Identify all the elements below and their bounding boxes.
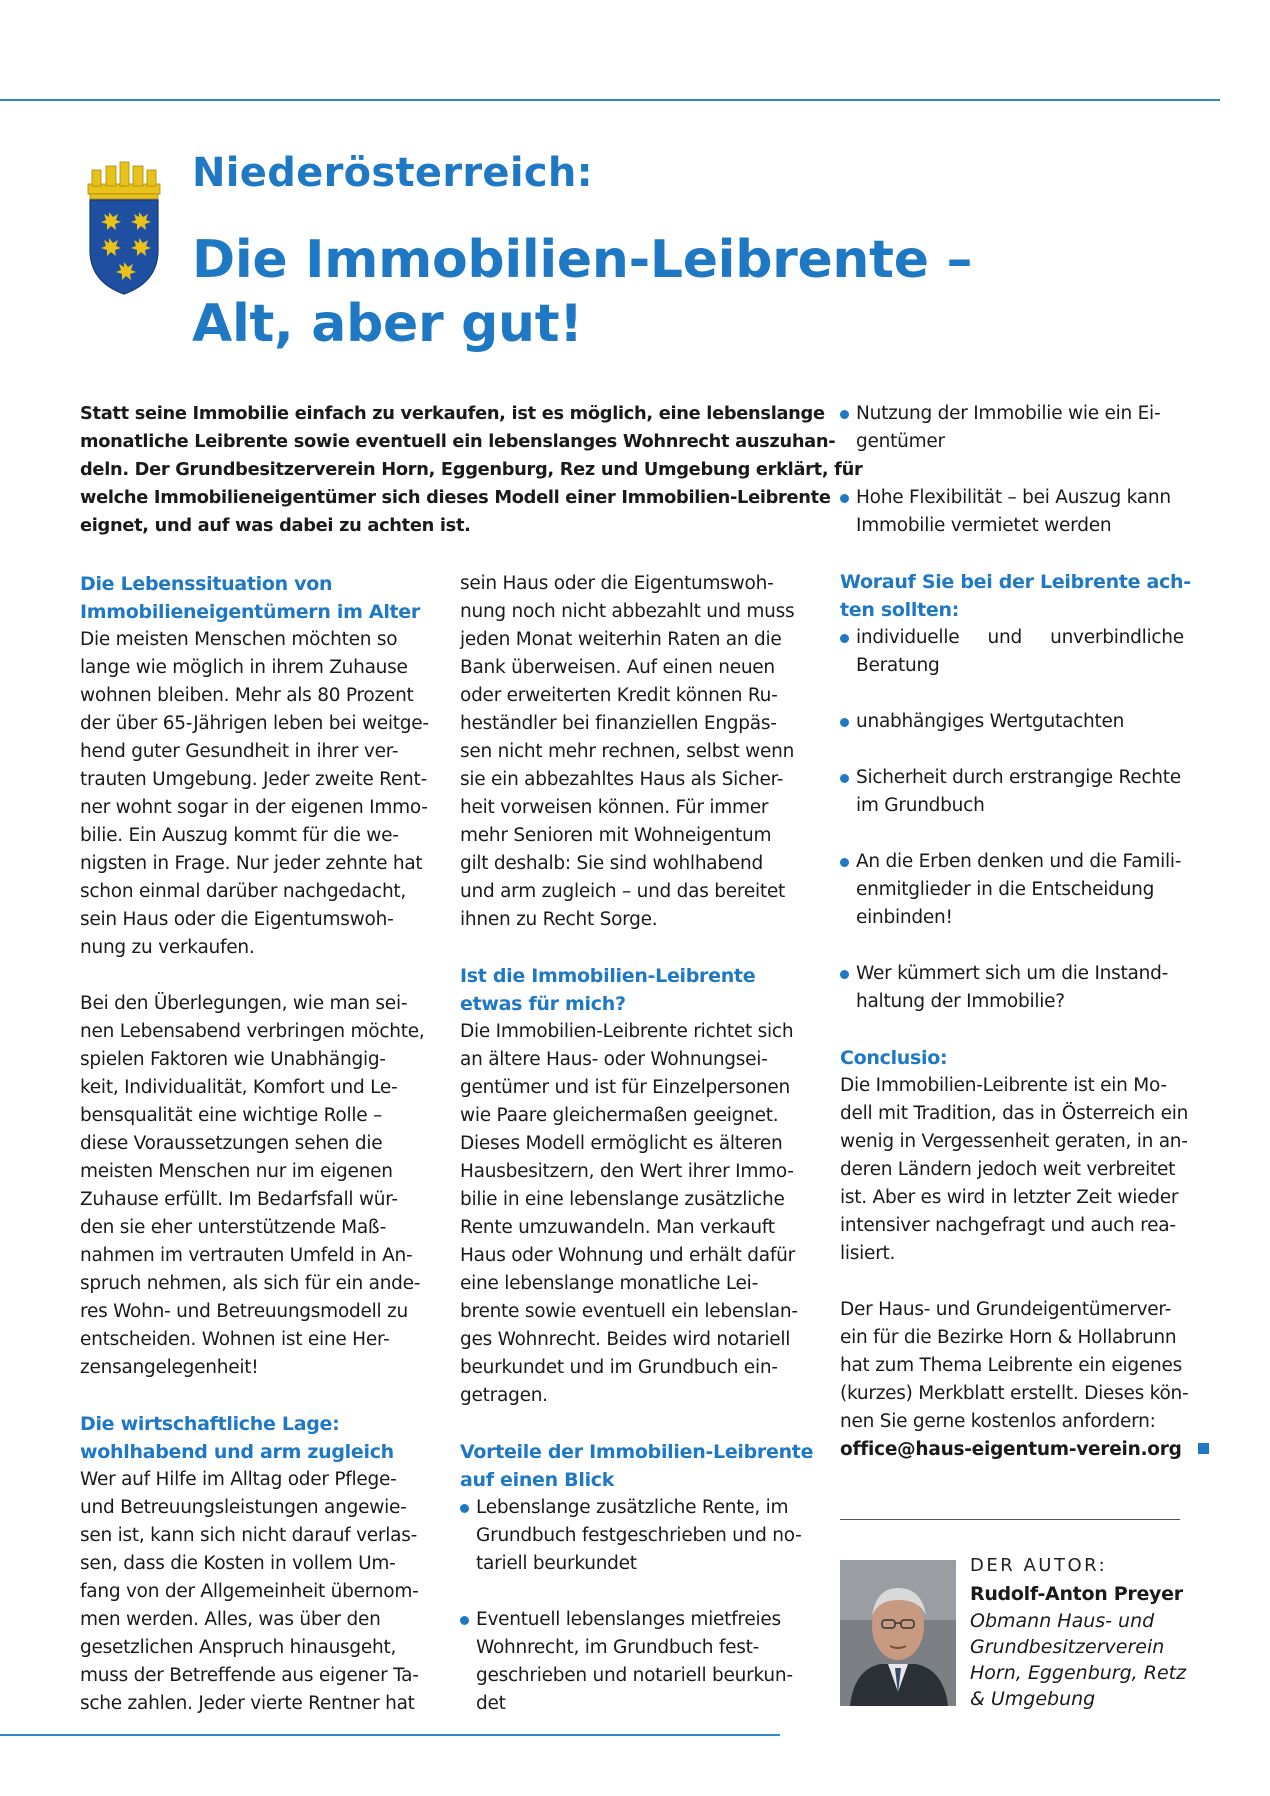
text-line: Grundbuch festgeschrieben und no- bbox=[476, 1525, 802, 1546]
paragraph bbox=[80, 1466, 430, 1718]
text-line: wohnen bleiben. Mehr als 80 Prozent bbox=[80, 685, 414, 706]
text-line: sein Haus oder die Eigentumswoh- bbox=[80, 909, 394, 930]
text-line: nung noch nicht abbezahlt und muss bbox=[460, 601, 795, 622]
top-rule bbox=[0, 99, 1220, 101]
text-line: Die Immobilien-Leibrente ist ein Mo- bbox=[840, 1075, 1167, 1096]
author-role: Obmann Haus- und Grundbesitzerverein Horn, Eggenburg, Retz & Umgebung bbox=[970, 1610, 1187, 1710]
text-line: sein Haus oder die Eigentumswoh- bbox=[460, 573, 774, 594]
text-line: beurkundet und im Grundbuch ein- bbox=[460, 1357, 778, 1378]
text-line: nen Sie gerne kostenlos anfordern: bbox=[840, 1411, 1156, 1432]
text-line: an ältere Haus- oder Wohnungsei- bbox=[460, 1049, 768, 1070]
text-line: der über 65-Jährigen leben bei weitge- bbox=[80, 713, 429, 734]
text-line: gilt deshalb: Sie sind wohlhabend bbox=[460, 853, 763, 874]
text-line: enmitglieder in die Entscheidung bbox=[856, 879, 1155, 900]
text-line: keit, Individualität, Komfort und Le- bbox=[80, 1077, 398, 1098]
section-heading-is-it-for-me bbox=[460, 962, 810, 1018]
headline-line: Die Immobilien-Leibrente – bbox=[192, 230, 973, 290]
column-2 bbox=[460, 570, 814, 1718]
author-name: Rudolf-Anton Preyer bbox=[970, 1583, 1183, 1605]
text-line: Bank überweisen. Auf einen neuen bbox=[460, 657, 775, 678]
list-item bbox=[840, 400, 1190, 456]
text-line: einbinden! bbox=[856, 907, 953, 928]
text-line: sen ist, kann sich nicht darauf verlas- bbox=[80, 1525, 418, 1546]
text-line: Immobilie vermietet werden bbox=[856, 515, 1112, 536]
author-portrait bbox=[840, 1560, 956, 1706]
headline-line: Alt, aber gut! bbox=[192, 294, 583, 354]
text-line: Wer auf Hilfe im Alltag oder Pflege- bbox=[80, 1469, 397, 1490]
author-divider bbox=[840, 1519, 1180, 1520]
text-line: Eventuell lebenslanges mietfreies bbox=[476, 1609, 781, 1630]
text-line: ges Wohnrecht. Beides wird notariell bbox=[460, 1329, 791, 1350]
text-line: mehr Senioren mit Wohneigentum bbox=[460, 825, 772, 846]
section-heading-advantages bbox=[460, 1438, 814, 1494]
text-line: ihnen zu Recht Sorge. bbox=[460, 909, 658, 930]
lead-line: Statt seine Immobilie einfach zu verkaufen, ist es möglich, eine lebenslange bbox=[80, 403, 825, 424]
heading-line: Vorteile der Immobilien-Leibrente bbox=[460, 1441, 814, 1463]
text-line: Zuhause erfüllt. Im Bedarfsfall wür- bbox=[80, 1189, 398, 1210]
text-line: sche zahlen. Jeder vierte Rentner hat bbox=[80, 1693, 415, 1714]
text-line: den sie eher unterstützende Maß- bbox=[80, 1217, 387, 1238]
heading-line: Die Lebenssituation von bbox=[80, 573, 333, 595]
text-line: Lebenslange zusätzliche Rente, im bbox=[476, 1497, 789, 1518]
text-line: bilie in eine lebenslange zusätzliche bbox=[460, 1189, 785, 1210]
text-line: Hohe Flexibilität – bei Auszug kann bbox=[856, 487, 1171, 508]
bullet-icon bbox=[840, 494, 849, 503]
heading-line: ten sollten: bbox=[840, 599, 959, 621]
list-item bbox=[460, 1606, 810, 1718]
heading-line: Ist die Immobilien-Leibrente bbox=[460, 965, 756, 987]
text-line: Der Haus- und Grundeigentümerver- bbox=[840, 1299, 1172, 1320]
text-line: haltung der Immobilie? bbox=[856, 991, 1065, 1012]
text-line: ein für die Bezirke Horn & Hollabrunn bbox=[840, 1327, 1177, 1348]
section-heading-what-to-watch bbox=[840, 568, 1190, 624]
text-line: diese Voraussetzungen sehen die bbox=[80, 1133, 383, 1154]
text-line: und Betreuungsleistungen angewie- bbox=[80, 1497, 407, 1518]
list-item bbox=[840, 960, 1190, 1016]
paragraph bbox=[840, 1072, 1190, 1268]
text-line: dell mit Tradition, das in Österreich ein bbox=[840, 1103, 1189, 1124]
heading-line: Immobilieneigentümern im Alter bbox=[80, 601, 420, 623]
text-line: zensangelegenheit! bbox=[80, 1357, 259, 1378]
text-line: Sicherheit durch erstrangige Rechte bbox=[856, 767, 1181, 788]
text-line: meisten Menschen nur im eigenen bbox=[80, 1161, 393, 1182]
lead-line: eignet, und auf was dabei zu achten ist. bbox=[80, 515, 471, 536]
region-kicker: Niederösterreich: bbox=[192, 150, 593, 196]
text-line: heständler bei finanziellen Engpäs- bbox=[460, 713, 777, 734]
text-line: geschrieben und notariell beurkun- bbox=[476, 1665, 793, 1686]
text-line: heit vorweisen können. Für immer bbox=[460, 797, 769, 818]
list-item bbox=[840, 708, 1190, 736]
bullet-icon bbox=[460, 1504, 469, 1513]
contact-email-link[interactable]: office@haus-eigentum-verein.org bbox=[840, 1439, 1182, 1460]
heading-line: Die wirtschaftliche Lage: bbox=[80, 1413, 340, 1435]
text-line: brente sowie eventuell ein lebenslan- bbox=[460, 1301, 798, 1322]
text-line: getragen. bbox=[460, 1385, 548, 1406]
text-line: deren Ländern jedoch weit verbreitet bbox=[840, 1159, 1176, 1180]
bullet-icon bbox=[840, 774, 849, 783]
text-line: sie ein abbezahltes Haus als Sicher- bbox=[460, 769, 784, 790]
bullet-icon bbox=[840, 718, 849, 727]
column-1 bbox=[80, 570, 430, 1718]
text-line: hend guter Gesundheit in ihrer ver- bbox=[80, 741, 399, 762]
paragraph bbox=[80, 990, 430, 1382]
text-line: Beratung bbox=[856, 655, 940, 676]
section-heading-life-situation bbox=[80, 570, 430, 626]
text-line: jeden Monat weiterhin Raten an die bbox=[460, 629, 782, 650]
text-line: unabhängiges Wertgutachten bbox=[856, 711, 1125, 732]
text-line: gentümer und ist für Einzelpersonen bbox=[460, 1077, 790, 1098]
text-line: det bbox=[476, 1693, 506, 1714]
text-line: sen, dass die Kosten in vollem Um- bbox=[80, 1553, 396, 1574]
text-line: wenig in Vergessenheit geraten, in an- bbox=[840, 1131, 1188, 1152]
end-mark-icon bbox=[1198, 1443, 1209, 1454]
text-line: spielen Faktoren wie Unabhängig- bbox=[80, 1049, 386, 1070]
text-line: spruch nehmen, als sich für ein ande- bbox=[80, 1273, 421, 1294]
article-lead bbox=[80, 400, 863, 540]
list-item bbox=[840, 848, 1190, 932]
lead-line: welche Immobilieneigentümer sich dieses Modell einer Immobilien-Leibrente bbox=[80, 487, 831, 508]
text-line: fang von der Allgemeinheit übernom- bbox=[80, 1581, 419, 1602]
paragraph bbox=[460, 570, 810, 934]
lead-line: deln. Der Grundbesitzerverein Horn, Eggenburg, Rez und Umgebung erklärt, für bbox=[80, 459, 863, 480]
author-kicker: DER AUTOR: bbox=[970, 1555, 1108, 1576]
lead-line: monatliche Leibrente sowie eventuell ein lebenslanges Wohnrecht auszuhan- bbox=[80, 431, 836, 452]
paragraph bbox=[460, 1018, 810, 1410]
text-line: Wohnrecht, im Grundbuch fest- bbox=[476, 1637, 760, 1658]
text-line: lisiert. bbox=[840, 1243, 896, 1264]
text-line: Wer kümmert sich um die Instand- bbox=[856, 963, 1168, 984]
text-line: lange wie möglich in ihrem Zuhause bbox=[80, 657, 408, 678]
text-line: nigsten in Frage. Nur jeder zehnte hat bbox=[80, 853, 423, 874]
text-line: Dieses Modell ermöglicht es älteren bbox=[460, 1133, 783, 1154]
text-line: Bei den Überlegungen, wie man sei- bbox=[80, 993, 408, 1014]
text-line: nung zu verkaufen. bbox=[80, 937, 255, 958]
text-line: gentümer bbox=[856, 431, 945, 452]
text-line: oder erweiterten Kredit können Ru- bbox=[460, 685, 778, 706]
text-line: tariell beurkundet bbox=[476, 1553, 637, 1574]
section-heading-conclusio: Conclusio: bbox=[840, 1047, 948, 1069]
heading-line: etwas für mich? bbox=[460, 993, 626, 1015]
paragraph bbox=[840, 1296, 1190, 1464]
bottom-rule bbox=[0, 1734, 780, 1736]
text-line: im Grundbuch bbox=[856, 795, 985, 816]
text-line: ist. Aber es wird in letzter Zeit wieder bbox=[840, 1187, 1179, 1208]
text-line: Die meisten Menschen möchten so bbox=[80, 629, 398, 650]
text-line: bensqualität eine wichtige Rolle – bbox=[80, 1105, 383, 1126]
bullet-icon bbox=[840, 858, 849, 867]
text-line: Nutzung der Immobilie wie ein Ei- bbox=[856, 403, 1161, 424]
text-line: Die Immobilien-Leibrente richtet sich bbox=[460, 1021, 794, 1042]
text-line bbox=[840, 1436, 1190, 1464]
text-line: nahmen im vertrauten Umfeld in An- bbox=[80, 1245, 413, 1266]
column-3 bbox=[840, 400, 1190, 1464]
article-headline bbox=[192, 228, 972, 356]
lower-austria-coat-of-arms-icon bbox=[84, 158, 164, 298]
list-item bbox=[840, 764, 1190, 820]
section-heading-economic-situation bbox=[80, 1410, 430, 1466]
text-line: intensiver nachgefragt und auch rea- bbox=[840, 1215, 1176, 1236]
bullet-icon bbox=[840, 634, 849, 643]
heading-line: Worauf Sie bei der Leibrente ach- bbox=[840, 571, 1191, 593]
text-line: muss der Betreffende aus eigener Ta- bbox=[80, 1665, 419, 1686]
text-line: Hausbesitzern, den Wert ihrer Immo- bbox=[460, 1161, 794, 1182]
bullet-icon bbox=[460, 1616, 469, 1625]
text-line: Rente umzuwandeln. Man verkauft bbox=[460, 1217, 775, 1238]
text-line: trauten Umgebung. Jeder zweite Rent- bbox=[80, 769, 427, 790]
text-line: individuelle und unverbindliche bbox=[856, 627, 1184, 648]
text-line: gesetzlichen Anspruch hinausgeht, bbox=[80, 1637, 397, 1658]
bullet-icon bbox=[840, 410, 849, 419]
text-line: eine lebenslange monatliche Lei- bbox=[460, 1273, 758, 1294]
author-info bbox=[970, 1552, 1190, 1712]
text-line: (kurzes) Merkblatt erstellt. Dieses kön- bbox=[840, 1383, 1189, 1404]
list-item bbox=[460, 1494, 810, 1578]
text-line: bilie. Ein Auszug kommt für die we- bbox=[80, 825, 399, 846]
paragraph bbox=[80, 626, 430, 962]
text-line: hat zum Thema Leibrente ein eigenes bbox=[840, 1355, 1183, 1376]
text-line: Haus oder Wohnung und erhält dafür bbox=[460, 1245, 795, 1266]
text-line: sen nicht mehr rechnen, selbst wenn bbox=[460, 741, 795, 762]
text-line: schon einmal darüber nachgedacht, bbox=[80, 881, 407, 902]
text-line: entscheiden. Wohnen ist eine Her- bbox=[80, 1329, 390, 1350]
text-line: nen Lebensabend verbringen möchte, bbox=[80, 1021, 425, 1042]
text-line: ner wohnt sogar in der eigenen Immo- bbox=[80, 797, 428, 818]
heading-line: auf einen Blick bbox=[460, 1469, 615, 1491]
text-line: An die Erben denken und die Famili- bbox=[856, 851, 1182, 872]
text-line: res Wohn- und Betreuungsmodell zu bbox=[80, 1301, 408, 1322]
list-item bbox=[840, 484, 1190, 540]
text-line: und arm zugleich – und das bereitet bbox=[460, 881, 785, 902]
text-line: men werden. Alles, was über den bbox=[80, 1609, 381, 1630]
text-line: wie Paare gleichermaßen geeignet. bbox=[460, 1105, 779, 1126]
list-item bbox=[840, 624, 1190, 680]
bullet-icon bbox=[840, 970, 849, 979]
heading-line: wohlhabend und arm zugleich bbox=[80, 1441, 394, 1463]
